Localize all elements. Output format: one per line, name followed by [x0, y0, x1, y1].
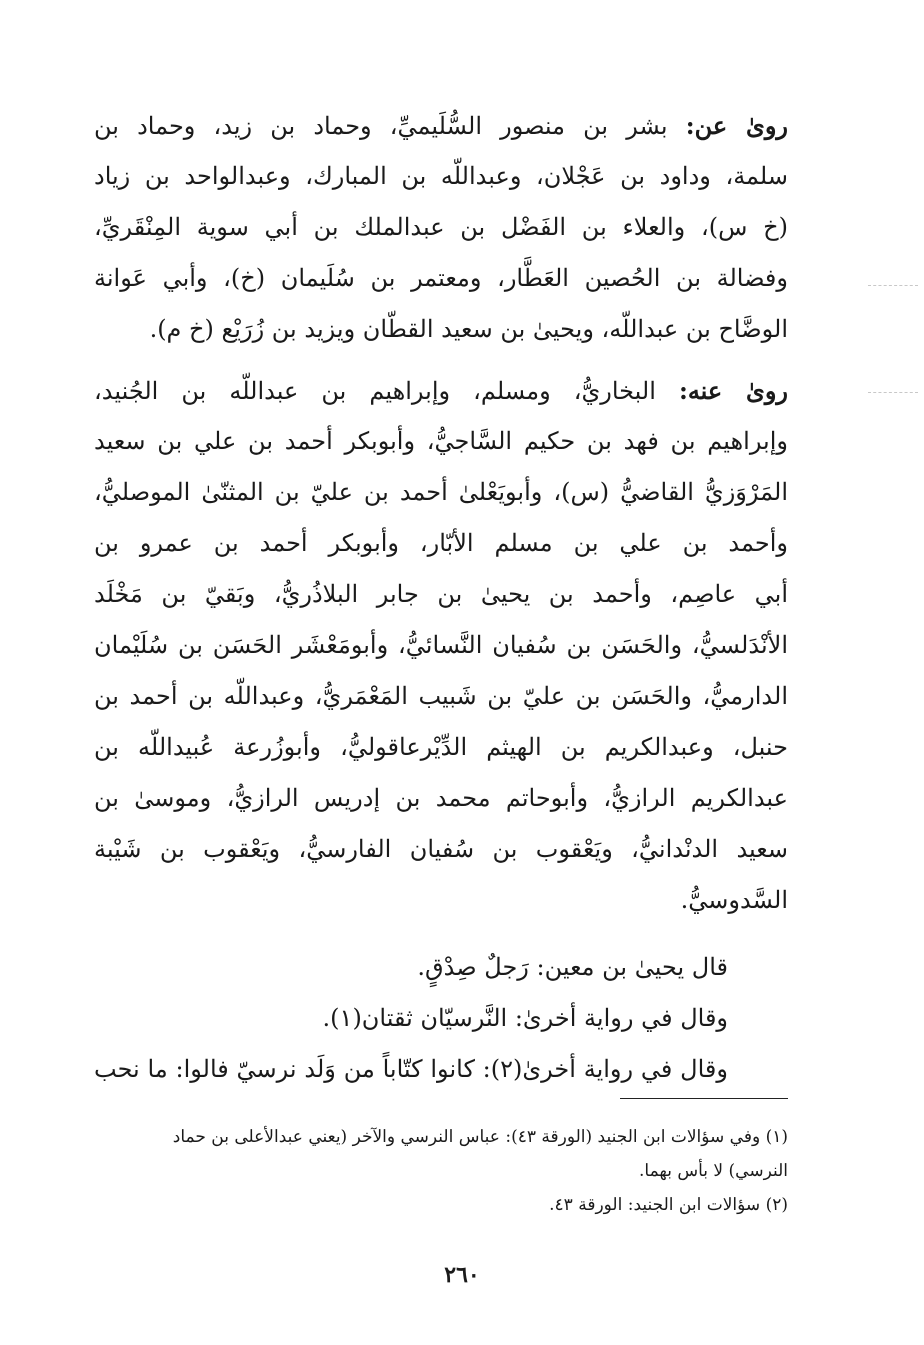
- text-line: المَرْوَزيُّ القاضيُّ (س)، وأبويَعْلىٰ أحمد بن عليّ بن المثنّىٰ الموصليُّ،: [94, 478, 788, 506]
- footnote-1: (١) وفي سؤالات ابن الجنيد (الورقة ٤٣): عباس النرسي والآخر (يعني عبدالأعلى بن حماد: [172, 1127, 788, 1147]
- text-line: روىٰ عن: بشر بن منصور السُّلَيميِّ، وحماد بن زيد، وحماد بن: [94, 111, 788, 140]
- text-line: وفضالة بن الحُصين العَطَّار، ومعتمر بن سُلَيمان (خ)، وأبي عَوانة: [94, 264, 788, 292]
- footnotes: [94, 1120, 788, 1222]
- main-text: [94, 100, 788, 1095]
- text-line: أبي عاصِم، وأحمد بن يحيىٰ بن جابر البلاذُريُّ، وبَقيّ بن مَخْلَد: [94, 580, 788, 608]
- margin-mark: [868, 285, 918, 286]
- text-line: (خ س)، والعلاء بن الفَضْل بن عبدالملك بن أبي سوية المِنْقَريِّ،: [94, 213, 788, 241]
- quote-line: وقال في رواية أخرىٰ: النَّرسيّان ثقتان(١).: [322, 1004, 728, 1032]
- page-number: ٢٦٠: [444, 1262, 480, 1288]
- section-label-narrated-by: روىٰ عنه:: [678, 376, 788, 405]
- text-line: وإبراهيم بن فهد بن حكيم السَّاجيُّ، وأبوبكر أحمد بن علي بن سعيد: [94, 427, 788, 455]
- text-line: وأحمد بن علي بن مسلم الأبّار، وأبوبكر أحمد بن عمرو بن: [94, 529, 788, 557]
- footnote-separator: [620, 1098, 788, 1099]
- text-line: الأنْدَلسيُّ، والحَسَن بن سُفيان النَّسائيُّ، وأبومَعْشَر الحَسَن بن سُلَيْمان: [94, 631, 788, 659]
- text-line: سلمة، وداود بن عَجْلان، وعبداللّه بن المبارك، وعبدالواحد بن زياد: [94, 162, 788, 190]
- text-line: عبدالكريم الرازيُّ، وأبوحاتم محمد بن إدريس الرازيُّ، وموسىٰ بن: [94, 784, 788, 812]
- text-line: السَّدوسيُّ.: [680, 886, 788, 914]
- quote-line: قال يحيىٰ بن معين: رَجلٌ صِدْقٍ.: [417, 953, 728, 981]
- text-line: روىٰ عنه: البخاريُّ، ومسلم، وإبراهيم بن عبداللّه بن الجُنيد،: [94, 376, 788, 405]
- margin-mark: [868, 392, 918, 393]
- section-label-narrated-from: روىٰ عن:: [685, 111, 788, 140]
- text-line: حنبل، وعبدالكريم بن الهيثم الدِّيْرعاقوليُّ، وأبوزُرعة عُبيداللّه بن: [94, 733, 788, 761]
- text-line: الوضَّاح بن عبداللّه، ويحيىٰ بن سعيد القطّان ويزيد بن زُرَيْع (خ م).: [149, 315, 788, 343]
- text-line: الدارميُّ، والحَسَن بن عليّ بن شَبيب المَعْمَريُّ، وعبداللّه بن أحمد بن: [94, 682, 788, 710]
- quote-line: وقال في رواية أخرىٰ(٢): كانوا كتّاباً من وَلَد نرسيّ فالوا: ما نحب: [94, 1055, 728, 1083]
- text-line: سعيد الدنْدانيُّ، ويَعْقوب بن سُفيان الفارسيُّ، ويَعْقوب بن شَيْبة: [94, 835, 788, 863]
- footnote-2: (٢) سؤالات ابن الجنيد: الورقة ٤٣.: [549, 1195, 788, 1215]
- footnote-1-continuation: النرسي) لا بأس بهما.: [638, 1161, 788, 1181]
